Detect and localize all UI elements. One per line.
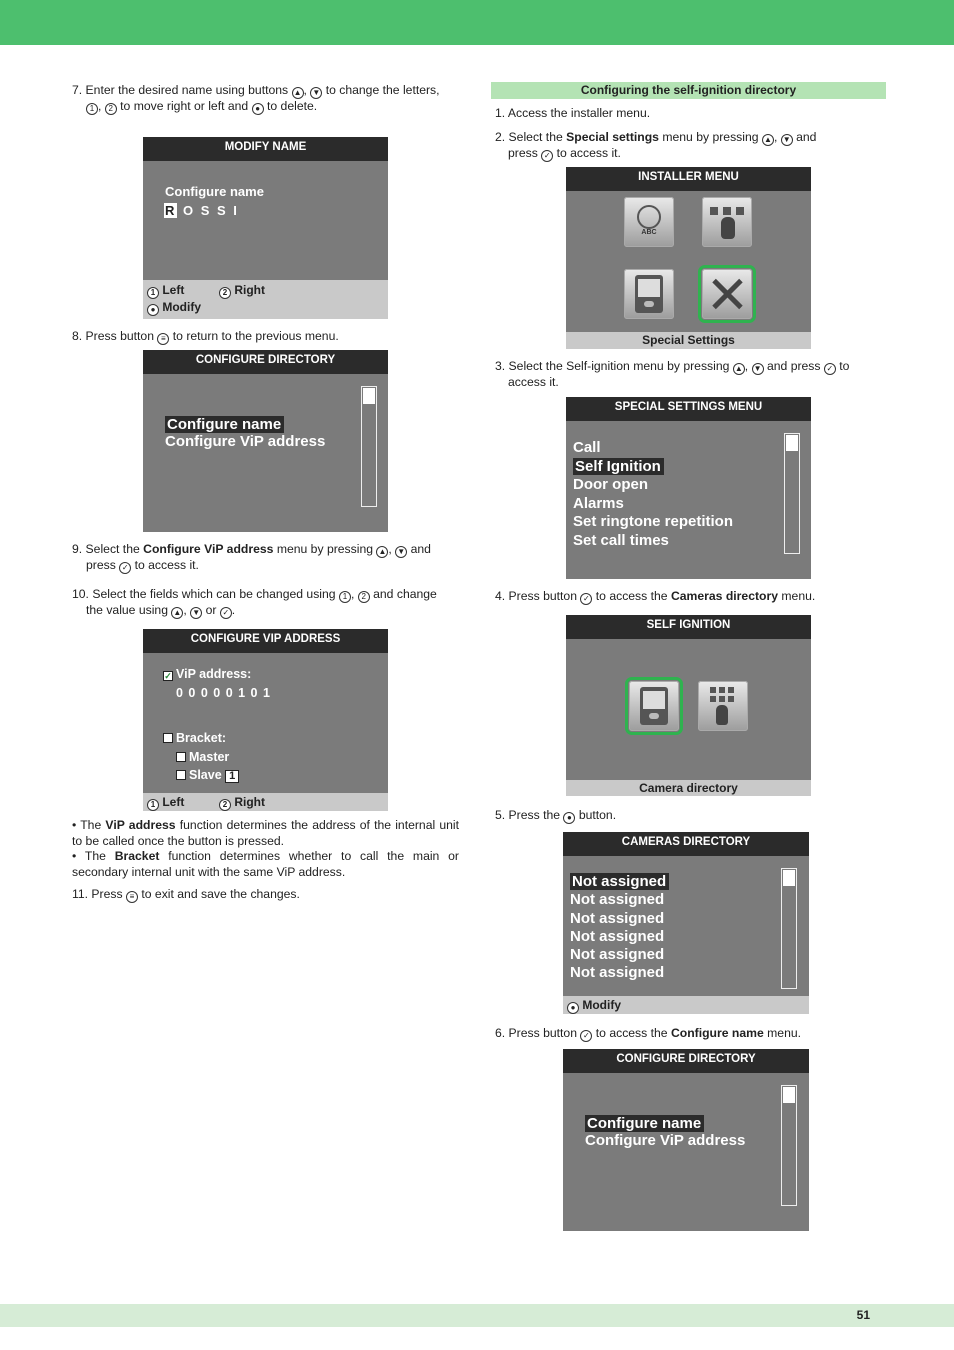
menu-item-call[interactable]: Call	[573, 439, 601, 456]
keypad-hand-icon[interactable]	[698, 681, 748, 731]
camera-item[interactable]: Not assigned	[570, 891, 665, 909]
menu-list	[573, 439, 733, 550]
key-2-icon: 2	[358, 591, 370, 603]
step-10-text: 10. Select the fields which can be changed using 1 , 2 and change the value using ▲ , ▼ or ✓ .	[72, 587, 437, 617]
center-button-icon: ●	[252, 103, 264, 115]
down-button-icon: ▼	[310, 87, 322, 99]
bottom-footer-bar	[0, 1304, 954, 1327]
camera-item[interactable]: Not assigned	[570, 927, 665, 945]
menu-item-alarms[interactable]: Alarms	[573, 494, 624, 512]
top-header-bar	[0, 0, 954, 45]
up-button-icon: ▲	[733, 363, 745, 375]
slave-option[interactable]: Slave 1	[176, 768, 239, 783]
text-cursor: R	[165, 203, 177, 218]
screen-title: SELF IGNITION	[566, 615, 811, 639]
special-settings-screen	[566, 397, 811, 579]
camera-item[interactable]: Not assigned	[570, 964, 665, 982]
scroll-thumb[interactable]	[783, 870, 795, 886]
page-number: 51	[856, 1308, 870, 1322]
name-value: R O S S I	[165, 203, 239, 218]
tools-icon[interactable]	[702, 269, 752, 319]
monitor-icon[interactable]	[624, 269, 674, 319]
menu-item-self-ignition[interactable]: Self Ignition	[573, 458, 664, 475]
screen-title: MODIFY NAME	[143, 137, 388, 161]
step-11-text: 11. Press ≡ to exit and save the changes.	[72, 887, 300, 901]
menu-item-configure-name[interactable]: Configure name	[585, 1115, 704, 1132]
scroll-thumb[interactable]	[786, 435, 798, 451]
menu-item-call-times[interactable]: Set call times	[573, 531, 669, 549]
step-2-text: 2. Select the Special settings menu by pressing ▲ , ▼ and press ✓ to access it.	[495, 130, 817, 160]
step-5-text: 5. Press the ● button.	[495, 808, 617, 822]
scrollbar[interactable]	[781, 1085, 797, 1206]
ok-button-icon: ✓	[220, 607, 232, 619]
screen-title: CONFIGURE DIRECTORY	[563, 1049, 809, 1073]
screen-title: CONFIGURE DIRECTORY	[143, 350, 388, 374]
section-title: Configuring the self-ignition directory	[491, 82, 886, 99]
ok-button-icon: ✓	[119, 562, 131, 574]
menu-item-configure-vip[interactable]: Configure ViP address	[165, 433, 326, 450]
down-button-icon: ▼	[752, 363, 764, 375]
menu-item-ringtone-repetition[interactable]: Set ringtone repetition	[573, 513, 734, 530]
vip-address-value[interactable]: 0 0 0 0 0 1 0 1	[176, 686, 271, 700]
screen-title: SPECIAL SETTINGS MENU	[566, 397, 811, 421]
key-1-icon: 1	[86, 103, 98, 115]
menu-item-configure-vip[interactable]: Configure ViP address	[585, 1132, 746, 1149]
keypad-hand-icon[interactable]	[702, 197, 752, 247]
bracket-row: Bracket:	[163, 731, 226, 745]
up-button-icon: ▲	[762, 134, 774, 146]
step-7-text: 7. Enter the desired name using buttons ▲ , ▼ to change the letters, 1 , 2 to move right or left and ● to delete.	[72, 83, 440, 113]
up-button-icon: ▲	[376, 546, 388, 558]
camera-item[interactable]: Not assigned	[570, 946, 665, 964]
self-ignition-screen	[566, 615, 811, 796]
menu-button-icon: ≡	[126, 891, 138, 903]
vip-checkbox[interactable]: ✓	[164, 671, 172, 681]
left-hint: 1 Left	[147, 795, 184, 811]
screen-title: CAMERAS DIRECTORY	[563, 832, 809, 856]
right-hint: 2 Right	[219, 283, 265, 299]
camera-list	[570, 873, 669, 983]
scrollbar[interactable]	[361, 386, 377, 507]
ok-button-icon: ✓	[580, 1030, 592, 1042]
master-checkbox[interactable]	[176, 752, 186, 762]
step-6-text: 6. Press button ✓ to access the Configure name menu.	[495, 1026, 802, 1040]
step-9-text: 9. Select the Configure ViP address menu by pressing ▲ , ▼ and press ✓ to access it.	[72, 542, 431, 572]
screen-footer	[143, 793, 388, 811]
center-button-icon: ●	[563, 812, 575, 824]
scrollbar[interactable]	[784, 433, 800, 554]
scroll-thumb[interactable]	[783, 1087, 795, 1103]
modify-hint: ● Modify	[147, 300, 201, 316]
down-button-icon: ▼	[190, 607, 202, 619]
down-button-icon: ▼	[395, 546, 407, 558]
key-2-icon: 2	[105, 103, 117, 115]
scrollbar[interactable]	[781, 868, 797, 989]
screen-footer	[563, 996, 809, 1014]
menu-item-configure-name[interactable]: Configure name	[165, 416, 284, 433]
menu-button-icon: ≡	[157, 333, 169, 345]
step-1-text: 1. Access the installer menu.	[495, 106, 651, 120]
step-8-text: 8. Press button ≡ to return to the previous menu.	[72, 329, 339, 343]
screen-footer	[143, 280, 388, 319]
menu-item-door-open[interactable]: Door open	[573, 476, 648, 493]
menu-list	[165, 416, 325, 450]
right-hint: 2 Right	[219, 795, 265, 811]
modify-hint: ● Modify	[567, 998, 621, 1014]
menu-list	[585, 1115, 745, 1149]
cameras-directory-screen	[563, 832, 809, 1014]
slave-checkbox[interactable]	[176, 770, 186, 780]
up-button-icon: ▲	[292, 87, 304, 99]
selected-item-label: Special Settings	[566, 332, 811, 349]
configure-vip-address-screen	[143, 629, 388, 811]
master-option[interactable]: Master	[176, 750, 229, 764]
bullet-bracket: • The Bracket function determines whether to call the main or secondary internal unit with the same ViP address.	[72, 849, 459, 879]
up-button-icon: ▲	[171, 607, 183, 619]
bullet-vip-address: • The ViP address function determines the address of the internal unit to be called once the button is pressed.	[72, 818, 460, 848]
camera-item[interactable]: Not assigned	[570, 909, 665, 927]
vip-address-row: ✓ ViP address:	[164, 667, 252, 681]
ok-button-icon: ✓	[541, 150, 553, 162]
camera-item[interactable]: Not assigned	[570, 873, 669, 890]
scroll-thumb[interactable]	[363, 388, 375, 404]
screen-title: CONFIGURE VIP ADDRESS	[143, 629, 388, 653]
screen-title: INSTALLER MENU	[566, 167, 811, 191]
step-4-text: 4. Press button ✓ to access the Cameras directory menu.	[495, 589, 816, 603]
key-1-icon: 1	[339, 591, 351, 603]
configure-directory-screen-2	[563, 1049, 809, 1231]
camera-monitor-icon[interactable]	[629, 681, 679, 731]
down-button-icon: ▼	[781, 134, 793, 146]
ok-button-icon: ✓	[824, 363, 836, 375]
installer-menu-screen	[566, 167, 811, 349]
left-hint: 1 Left	[147, 283, 184, 299]
configure-name-label: Configure name	[165, 184, 264, 199]
selected-item-label: Camera directory	[566, 780, 811, 796]
step-3-text: 3. Select the Self-ignition menu by pressing ▲ , ▼ and press ✓ to access it.	[495, 359, 850, 389]
language-globe-icon[interactable]: ABC	[624, 197, 674, 247]
bracket-checkbox[interactable]	[163, 733, 173, 743]
slave-number[interactable]: 1	[225, 770, 239, 783]
configure-directory-screen	[143, 350, 388, 532]
ok-button-icon: ✓	[580, 593, 592, 605]
modify-name-screen	[143, 137, 388, 319]
